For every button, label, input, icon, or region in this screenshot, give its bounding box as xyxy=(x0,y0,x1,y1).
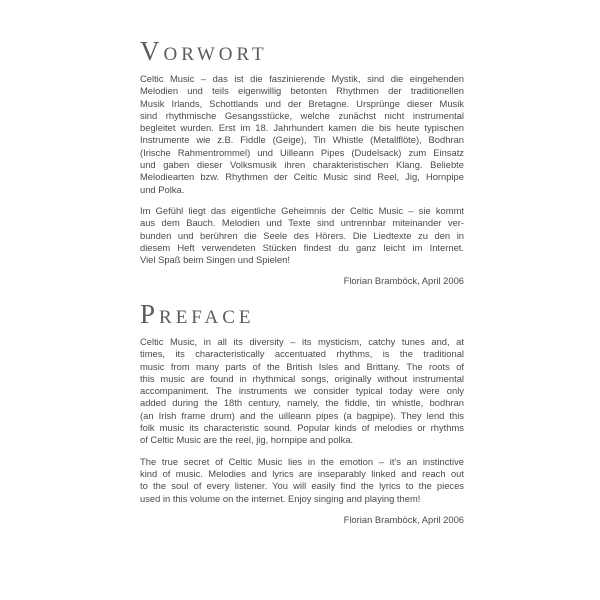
text-line: und gaben dieser Volksmusik ihren charakteristischen Klang. Beliebte xyxy=(140,159,464,171)
vorwort-signature: Florian Bramböck, April 2006 xyxy=(343,275,464,287)
text-line: folk music its characteristic sound. Popular kinds of melodies or rhythms xyxy=(140,422,464,434)
text-line: times, its characteristically accentuated rhythms, is the traditional xyxy=(140,348,464,360)
text-line: Melodiearten bzw. Rhythmen der Celtic Music sind Reel, Jig, Hornpipe xyxy=(140,171,464,183)
text-line: bunden und berühren die Seele des Hörers. Die Liedtexte zu den in xyxy=(140,229,464,241)
preface-paragraph-1 xyxy=(140,336,464,447)
text-line: Musik Irlands, Schottlands und der Bretagne. Ursprünge dieser Musik xyxy=(140,97,464,109)
text-line: this music are found in rhythmical songs, originally without instrumental xyxy=(140,372,464,384)
text-line: The true secret of Celtic Music lies in the emotion – it's an instinctive xyxy=(140,455,464,467)
text-line: diesem Heft verwendeten Stücken findest du ganz leicht im Internet. xyxy=(140,241,464,253)
preface-title: Preface xyxy=(140,299,255,329)
section-vorwort xyxy=(140,38,464,288)
text-line: music from many parts of the British Isles and Brittany. The roots of xyxy=(140,360,464,372)
vorwort-paragraph-2 xyxy=(140,205,464,266)
text-line: to the soul of every listener. You will easily find the lyrics to the pieces xyxy=(140,480,464,492)
text-line: (an Irish frame drum) and the uilleann pipes (a bagpipe). They lend this xyxy=(140,409,464,421)
text-line: (Irische Rahmentrommel) und Uilleann Pipes (Dudelsack) zum Einsatz xyxy=(140,146,464,158)
text-line: sind rhythmische Gesangsstücke, welche zunächst nicht instrumental xyxy=(140,109,464,121)
text-line: aus dem Bauch. Melodien und Texte sind untrennbar miteinander ver- xyxy=(140,217,464,229)
vorwort-title: Vorwort xyxy=(140,36,268,66)
preface-paragraph-2 xyxy=(140,456,464,505)
text-line: Viel Spaß beim Singen und Spielen! xyxy=(140,254,290,266)
text-line: und Polka. xyxy=(140,183,185,195)
vorwort-paragraph-1 xyxy=(140,73,464,196)
section-preface xyxy=(140,301,464,526)
text-line: Im Gefühl liegt das eigentliche Geheimnis der Celtic Music – sie kommt xyxy=(140,204,464,216)
text-line: Melodien und teils eigenwillig betonten Rhythmen der traditionellen xyxy=(140,85,464,97)
text-line: begleitet wurden. Erst im 18. Jahrhundert kamen die bis heute typischen xyxy=(140,122,464,134)
text-line: of Celtic Music are the reel, jig, hornpipe and polka. xyxy=(140,434,354,446)
text-line: kind of music. Melodies and lyrics are inseparably linked and reach out xyxy=(140,467,464,479)
preface-signature: Florian Bramböck, April 2006 xyxy=(343,513,464,525)
text-line: Celtic Music, in all its diversity – its mysticism, catchy tunes and, at xyxy=(140,336,464,347)
text-line: used in this volume on the internet. Enjoy singing and playing them! xyxy=(140,492,421,504)
text-line: Celtic Music – das ist die faszinierende Mystik, sind die eingehenden xyxy=(140,73,464,84)
text-line: accompaniment. The instruments we consider typical today were only xyxy=(140,385,464,397)
text-line: added during the 18th century, namely, the fiddle, tin whistle, bodhran xyxy=(140,397,464,409)
text-line: Instrumente wie z.B. Fiddle (Geige), Tin Whistle (Metallflöte), Bodhran xyxy=(140,134,464,146)
